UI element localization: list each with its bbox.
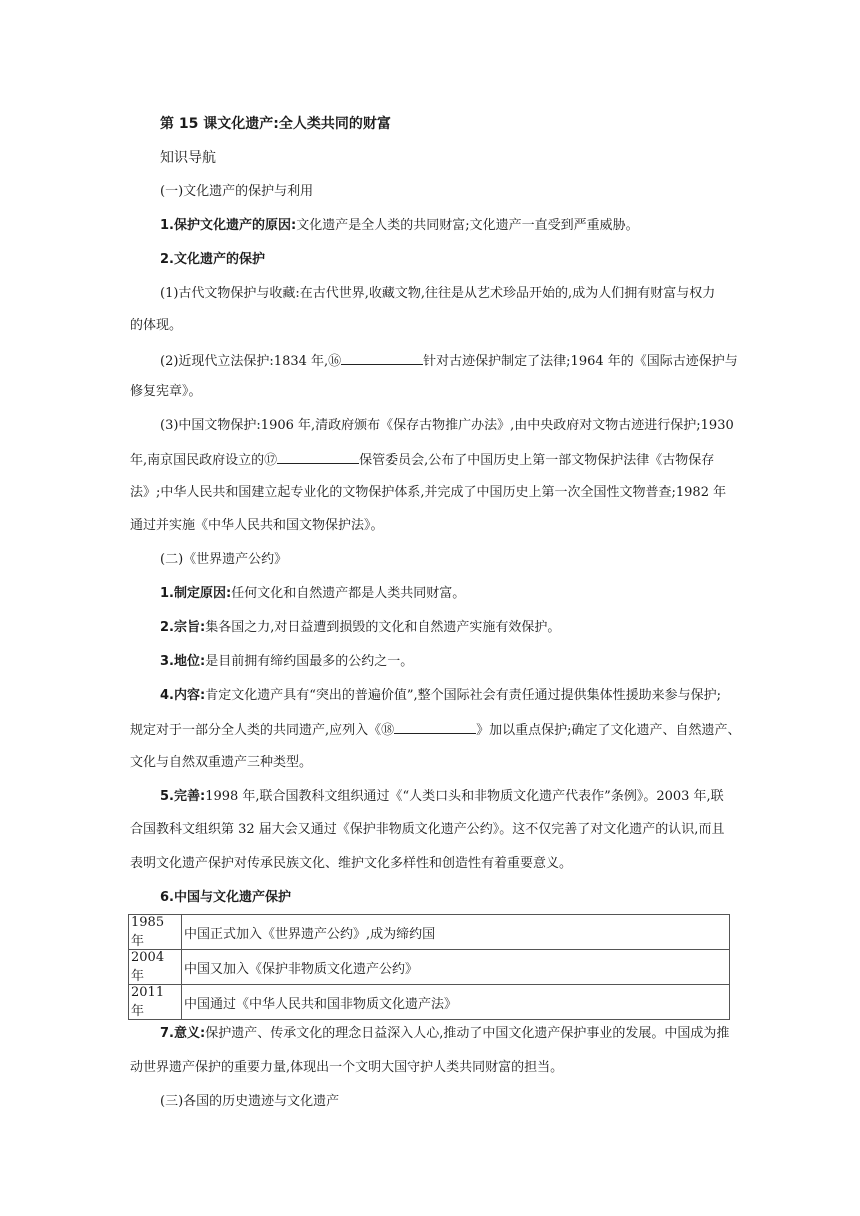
s1-p2b-line1 [160, 352, 738, 370]
section-1-heading: (一)文化遗产的保护与利用 [160, 184, 314, 199]
page-title: 第 15 课文化遗产:全人类共同的财富 [160, 116, 391, 132]
fill-blank-18[interactable] [394, 721, 476, 734]
s2-p4-line3: 文化与自然双重遗产三种类型。 [130, 755, 313, 770]
s1-p2b-line2: 修复宪章》。 [130, 384, 202, 399]
s1-p2c-line4: 通过并实施《中华人民共和国文物保护法》。 [130, 518, 384, 533]
s2-p4-label: 4.内容: [160, 688, 206, 703]
s1-p1-text: 文化遗产是全人类的共同财富;文化遗产一直受到严重威胁。 [296, 218, 639, 233]
blank-marker-16: ⑯ [328, 354, 342, 369]
s1-p2a-line2: 的体现。 [130, 318, 183, 333]
s2-p5-label: 5.完善: [160, 789, 206, 804]
s2-p6-heading [160, 890, 291, 906]
s2-p4-line2 [130, 721, 741, 739]
s1-p2c-line3: 法》;中华人民共和国建立起专业化的文物保护体系,并完成了中国历史上第一次全国性文物普查;1982 年 [130, 485, 727, 500]
blank-marker-17: ⑰ [264, 453, 278, 468]
table-event-cell: 中国正式加入《世界遗产公约》,成为缔约国 [182, 915, 730, 950]
table-year-cell: 2011 年 [129, 985, 182, 1020]
table-year-cell: 1985 年 [129, 915, 182, 950]
fill-blank-16[interactable] [341, 352, 423, 365]
china-heritage-table [128, 914, 730, 1020]
fill-blank-17[interactable] [277, 451, 359, 464]
s1-p2c-post: 保管委员会,公布了中国历史上第一部文物保护法律《古物保存 [359, 453, 715, 468]
s2-p4-post: 》加以重点保护;确定了文化遗产、自然遗产、 [476, 723, 741, 738]
s2-p3-text: 是目前拥有缔约国最多的公约之一。 [205, 654, 414, 669]
s2-p5-line1 [160, 789, 724, 805]
s1-p2c-line2 [130, 451, 714, 469]
s2-p7-text1: 保护遗产、传承文化的理念日益深入人心,推动了中国文化遗产保护事业的发展。中国成为推 [205, 1026, 730, 1041]
s2-p3 [160, 654, 413, 670]
s2-p1-label: 1.制定原因: [160, 586, 232, 601]
s1-p2b-post: 针对古迹保护制定了法律;1964 年的《国际古迹保护与 [423, 354, 738, 369]
s1-p1-label: 1.保护文化遗产的原因: [160, 218, 297, 233]
s2-p1 [160, 586, 465, 602]
s2-p5-line3: 表明文化遗产保护对传承民族文化、维护文化多样性和创造性有着重要意义。 [130, 856, 573, 871]
s1-p2a-line1: (1)古代文物保护与收藏:在古代世界,收藏文物,往往是从艺术珍品开始的,成为人们拥有财富与权力 [160, 286, 716, 301]
table-event-cell: 中国通过《中华人民共和国非物质文化遗产法》 [182, 985, 730, 1020]
s2-p1-text: 任何文化和自然遗产都是人类共同财富。 [231, 586, 466, 601]
s1-p1 [160, 218, 639, 234]
s2-p7-line1 [160, 1026, 729, 1042]
s2-p4-text1: 肯定文化遗产具有“突出的普遍价值”,整个国际社会有责任通过提供集体性援助来参与保护; [205, 688, 721, 703]
blank-marker-18: ⑱ [381, 723, 395, 738]
section-2-heading: (二)《世界遗产公约》 [160, 552, 288, 567]
s1-p2-heading [160, 252, 265, 268]
table-row [129, 985, 730, 1020]
section-3-heading: (三)各国的历史遗迹与文化遗产 [160, 1094, 340, 1109]
s2-p2 [160, 620, 560, 636]
s2-p4-line1 [160, 688, 721, 704]
table-row [129, 915, 730, 950]
s2-p5-line2: 合国教科文组织第 32 届大会又通过《保护非物质文化遗产公约》。这不仅完善了对文化遗产的认识,而且 [130, 822, 725, 837]
s2-p2-text: 集各国之力,对日益遭到损毁的文化和自然遗产实施有效保护。 [205, 620, 561, 635]
s1-p2c-line1: (3)中国文物保护:1906 年,清政府颁布《保存古物推广办法》,由中央政府对文物古迹进行保护;1930 [160, 418, 734, 433]
s2-p3-label: 3.地位: [160, 654, 206, 669]
s2-p7-line2: 动世界遗产保护的重要力量,体现出一个文明大国守护人类共同财富的担当。 [130, 1060, 564, 1075]
s2-p7-label: 7.意义: [160, 1026, 206, 1041]
table-year-cell: 2004 年 [129, 950, 182, 985]
s1-p2b-pre: (2)近现代立法保护:1834 年, [160, 354, 329, 369]
s2-p4-pre: 规定对于一部分全人类的共同遗产,应列入《 [130, 723, 382, 738]
s1-p2-label: 2.文化遗产的保护 [160, 252, 265, 267]
table-event-cell: 中国又加入《保护非物质文化遗产公约》 [182, 950, 730, 985]
s2-p2-label: 2.宗旨: [160, 620, 206, 635]
s1-p2c-pre: 年,南京国民政府设立的 [130, 453, 265, 468]
subtitle: 知识导航 [160, 150, 216, 166]
table-row [129, 950, 730, 985]
s2-p5-text1: 1998 年,联合国教科文组织通过《“人类口头和非物质文化遗产代表作”条例》。2003 年,联 [205, 789, 724, 804]
s2-p6-label: 6.中国与文化遗产保护 [160, 890, 291, 905]
